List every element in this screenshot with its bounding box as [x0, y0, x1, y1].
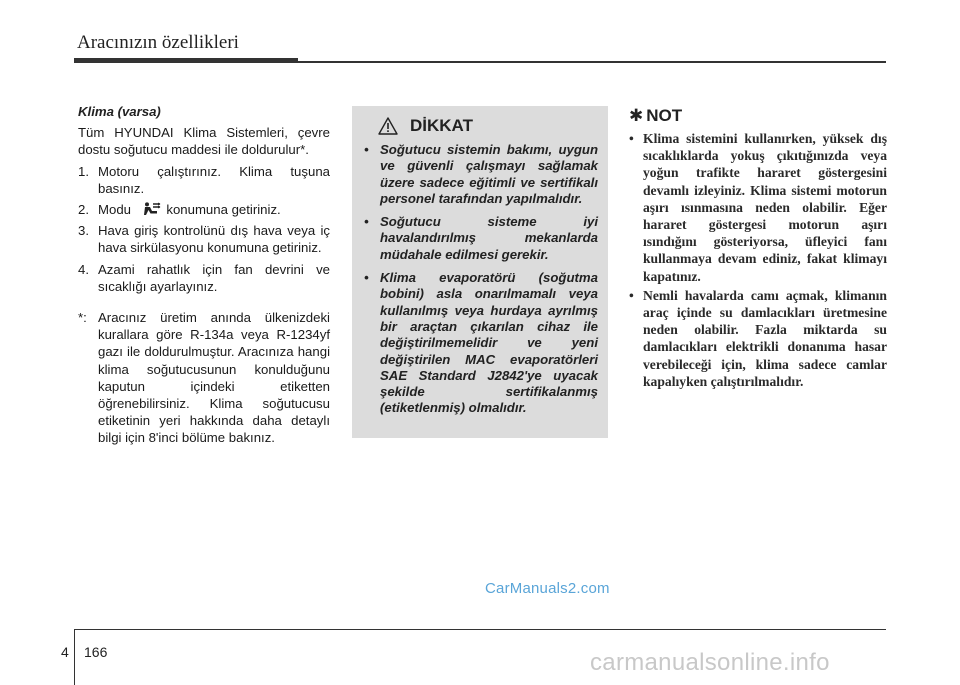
- steps-list: [78, 163, 330, 295]
- step-number: 3.: [78, 223, 89, 239]
- step-item: [78, 201, 330, 218]
- note-star-icon: ✱: [629, 106, 644, 125]
- step-item: [78, 261, 330, 295]
- note-column: [629, 106, 887, 392]
- step-text-after: konumuna getiriniz.: [166, 202, 281, 218]
- section-subtitle: Klima (varsa): [78, 104, 161, 119]
- page-section-number: 4: [61, 644, 69, 660]
- bottom-watermark: carmanualsonline.info: [590, 649, 830, 676]
- note-title: NOT: [646, 106, 683, 125]
- warning-triangle-icon: [378, 117, 398, 135]
- step-text: Hava giriş kontrolünü dış hava veya iç hava sirkülasyonu konumuna getiriniz.: [98, 223, 330, 256]
- bullet: •: [364, 270, 369, 286]
- bullet: •: [364, 214, 369, 230]
- bullet: •: [629, 287, 634, 303]
- header-rule-thick: [74, 58, 298, 63]
- step-number: 1.: [78, 163, 89, 179]
- note-item: • Klima sistemini kullanırken, yüksek dış sıcaklıklarda yokuş çıkıtığınızda veya yoğun trafikte hararet göstergesini devamlı izleyiniz. Klima sistemi motorun aşırı ısınmasına neden olabilir. Eğer hararet göstergesi motorun aşırı ısındığını gösteriyorsa, üfleyici fanı kullanmaya devam ediniz, fakat klimayı kapatınız.: [629, 131, 887, 284]
- note-item: • Nemli havalarda camı açmak, klimanın araç içinde su damlacıkları üretmesine neden olabilir. Fazla miktarda su damlacıkları elektrikli donanıma hasar verebileceği için, klima sadece camlar kapalıyken çalıştırılmalıdır.: [629, 287, 887, 389]
- step-text-before: Modu: [98, 202, 131, 218]
- step-item: [78, 222, 330, 256]
- footnote-text: Aracınız üretim anında ülkenizdeki kurallara göre R-134a veya R-1234yf gazı ile doldurulmuştur. Aracınıza hangi klima soğutucusunun konulduğunu kaputun içindeki etiketten öğrenebilirsiniz. Klima soğutucusu etiketinin yeri hakkında daha detaylı bilgi için 8'inci bölüme bakınız.: [98, 310, 330, 446]
- note-header: [629, 106, 887, 126]
- step-text: Azami rahatlık için fan devrini ve sıcaklığı ayarlayınız.: [98, 261, 330, 294]
- page-header-title: Aracınızın özellikleri: [77, 32, 239, 53]
- footnote-mark: *:: [78, 310, 87, 326]
- caution-header: [378, 116, 598, 136]
- caution-box: [352, 106, 608, 438]
- caution-item: • Soğutucu sistemin bakımı, uygun ve güvenli çalışmayı sağlamak üzere sadece eğitimli ve sertifikalı personel tarafından yapılmalıdır.: [364, 142, 598, 206]
- step-number: 2.: [78, 202, 89, 218]
- footer-rule: [74, 629, 886, 630]
- caution-item: • Soğutucu sisteme iyi havalandırılmış mekanlarda müdahale edilmesi gerekir.: [364, 214, 598, 262]
- step-number: 4.: [78, 261, 89, 277]
- page-number: 166: [84, 644, 108, 660]
- left-column: [78, 103, 330, 447]
- header-rule-thin: [298, 61, 886, 63]
- bullet: •: [364, 142, 369, 157]
- site-watermark: CarManuals2.com: [485, 580, 610, 597]
- vent-mode-icon: [139, 202, 161, 216]
- note-list: [629, 130, 887, 390]
- caution-title: DİKKAT: [410, 116, 473, 135]
- header-rule: [74, 58, 886, 63]
- step-item: [78, 163, 330, 197]
- bullet: •: [629, 131, 634, 146]
- footer-vertical-rule: [74, 629, 75, 685]
- footnote: [78, 309, 330, 447]
- caution-list: [364, 142, 598, 417]
- caution-item: • Klima evaporatörü (soğutma bobini) asla onarılmamalı veya kullanılmış veya hurdaya ayrılmış bir araçtan çıkarılan cihaz ile değiştirilmemelidir ve yeni değiştirilen MAC evaporatörleri SAE Standard J2842'ye uyacak şekilde sertifikalanmış (etiketlenmiş) olmalıdır.: [364, 270, 598, 416]
- intro-paragraph: Tüm HYUNDAI Klima Sistemleri, çevre dostu soğutucu maddesi ile doldurulur*.: [78, 125, 330, 158]
- step-text: Motoru çalıştırınız. Klima tuşuna basınız.: [98, 163, 330, 196]
